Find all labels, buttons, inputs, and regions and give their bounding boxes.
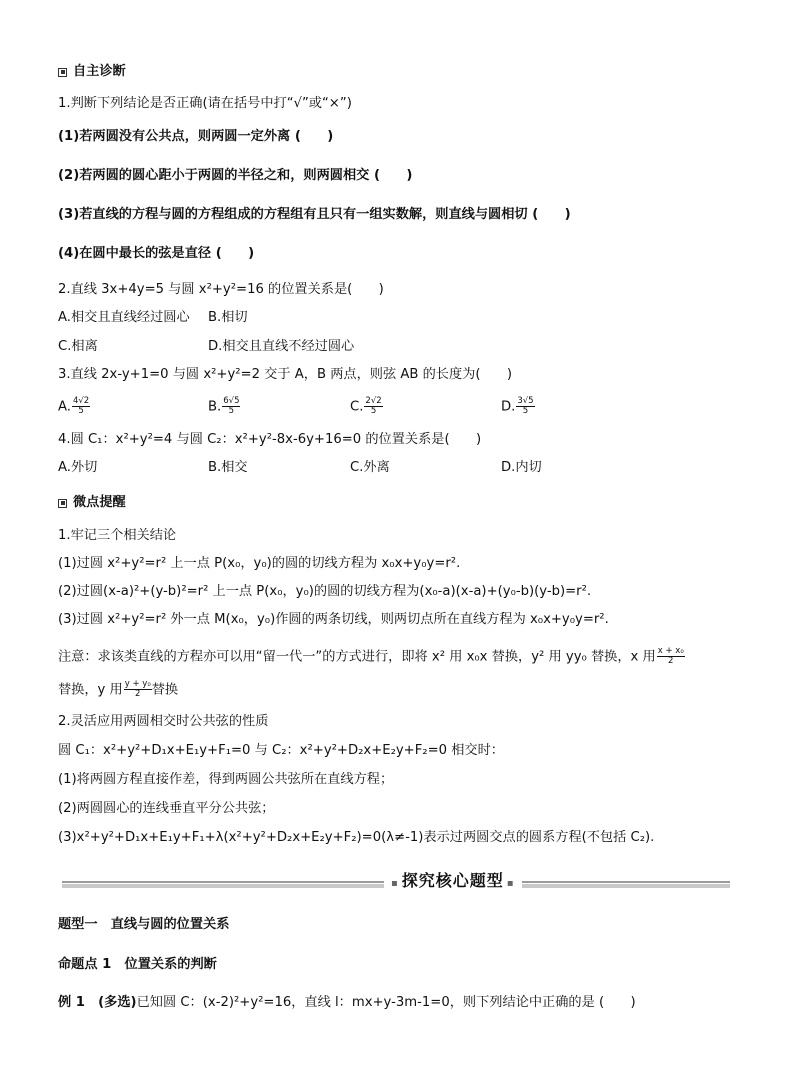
q4-option-d: D.内切: [501, 460, 542, 475]
fraction-numerator: 4√2: [72, 396, 90, 406]
fraction-denominator: 5: [522, 406, 529, 416]
fraction: [222, 397, 240, 416]
section-title: 自主诊断: [73, 64, 126, 79]
q1-stem: 1.判断下列结论是否正确(请在括号中打“√”或“×”): [58, 96, 352, 111]
note-text: 替换: [151, 682, 179, 698]
example-label: 例 1: [58, 995, 85, 1010]
fraction: [72, 397, 90, 416]
fraction: [657, 647, 685, 666]
q4-option-b: B.相交: [208, 460, 248, 475]
q3-option-b: [208, 397, 240, 417]
option-label: D.: [501, 399, 516, 415]
example-text: 已知圆 C：(x-2)²+y²=16，直线 l：mx+y-3m-1=0，则下列结论中正确的是 ( ): [136, 995, 636, 1010]
tip-2-d: (3)x²+y²+D₁x+E₁y+F₁+λ(x²+y²+D₂x+E₂y+F₂)=0(λ≠-1)表示过两圆交点的圆系方程(不包括 C₂).: [58, 830, 655, 845]
q1-item-3: (3)若直线的方程与圆的方程组成的方程组有且只有一组实数解，则直线与圆相切 ( ): [58, 207, 571, 222]
q3-option-c: [350, 397, 383, 417]
example-1: [58, 994, 636, 1012]
example-tag: (多选): [98, 995, 137, 1010]
q2-option-a: A.相交且直线经过圆心: [58, 310, 190, 325]
q4-option-a: A.外切: [58, 460, 98, 475]
fraction: [124, 680, 152, 699]
note-text: 替换，y 用: [58, 682, 123, 698]
tip-1-c: (3)过圆 x²+y²=r² 外一点 M(x₀，y₀)作圆的两条切线，则两切点所在直线方程为 x₀x+y₀y=r².: [58, 612, 609, 627]
q1-item-2: (2)若两圆的圆心距小于两圆的半径之和，则两圆相交 ( ): [58, 168, 413, 183]
q2-option-c: C.相离: [58, 339, 98, 354]
section-tips: [58, 494, 126, 512]
fraction-denominator: 2: [135, 689, 141, 699]
q2-option-b: B.相切: [208, 310, 248, 325]
q3-option-d: [501, 397, 535, 417]
square-bullet-icon: [58, 499, 67, 508]
proposition-point-title: 命题点 1 位置关系的判断: [58, 957, 217, 972]
tip-note-line-2: [58, 680, 178, 700]
tip-1-b: (2)过圆(x-a)²+(y-b)²=r² 上一点 P(x₀，y₀)的圆的切线方程为(x₀-a)(x-a)+(y₀-b)(y-b)=r².: [58, 584, 592, 599]
q4-option-c: C.外离: [350, 460, 390, 475]
tip-2: 2.灵活应用两圆相交时公共弦的性质: [58, 714, 269, 729]
q4-stem: 4.圆 C₁：x²+y²=4 与圆 C₂：x²+y²-8x-6y+16=0 的位置关系是( ): [58, 432, 482, 447]
note-text: 注意：求该类直线的方程亦可以用“留一代一”的方式进行，即将 x² 用 x₀x 替换，y² 用 yy₀ 替换，x 用: [58, 649, 656, 665]
option-label: B.: [208, 399, 222, 415]
tip-1-a: (1)过圆 x²+y²=r² 上一点 P(x₀，y₀)的圆的切线方程为 x₀x+y₀y=r².: [58, 556, 461, 571]
tip-2-b: (1)将两圆方程直接作差，得到两圆公共弦所在直线方程；: [58, 772, 394, 787]
option-label: C.: [350, 399, 364, 415]
option-label: A.: [58, 399, 71, 415]
square-bullet-icon: [58, 68, 67, 77]
q1-item-4: (4)在圆中最长的弦是直径 ( ): [58, 246, 255, 261]
fraction-numerator: 2√2: [365, 396, 382, 406]
section-self-diagnosis: [58, 63, 126, 81]
tip-2-c: (2)两圆圆心的连线垂直平分公共弦；: [58, 801, 275, 816]
section-title: 微点提醒: [73, 495, 126, 510]
q1-item-1: (1)若两圆没有公共点，则两圆一定外离 ( ): [58, 129, 334, 144]
q3-stem: 3.直线 2x-y+1=0 与圆 x²+y²=2 交于 A，B 两点，则弦 AB 的长度为( ): [58, 367, 512, 382]
section-divider: [62, 872, 730, 892]
fraction-numerator: 3√5: [517, 396, 534, 406]
q2-option-d: D.相交且直线不经过圆心: [208, 339, 355, 354]
divider-title: ▪ 探究核心题型 ▪: [384, 871, 522, 894]
fraction: [364, 397, 382, 416]
fraction-numerator: x + x₀: [657, 646, 684, 656]
fraction-numerator: y + y₀: [124, 679, 151, 689]
fraction-denominator: 5: [78, 406, 84, 416]
fraction: [516, 397, 534, 416]
fraction-denominator: 5: [228, 406, 235, 416]
q3-option-a: [58, 397, 90, 417]
fraction-denominator: 2: [668, 656, 674, 666]
fraction-numerator: 6√5: [223, 396, 240, 406]
tip-note-line-1: [58, 647, 685, 667]
tip-2-a: 圆 C₁：x²+y²+D₁x+E₁y+F₁=0 与 C₂：x²+y²+D₂x+E₂y+F₂=0 相交时：: [58, 743, 504, 758]
fraction-denominator: 5: [370, 406, 377, 416]
tip-1: 1.牢记三个相关结论: [58, 528, 177, 543]
q2-stem: 2.直线 3x+4y=5 与圆 x²+y²=16 的位置关系是( ): [58, 282, 384, 297]
question-type-title: 题型一 直线与圆的位置关系: [58, 917, 230, 932]
